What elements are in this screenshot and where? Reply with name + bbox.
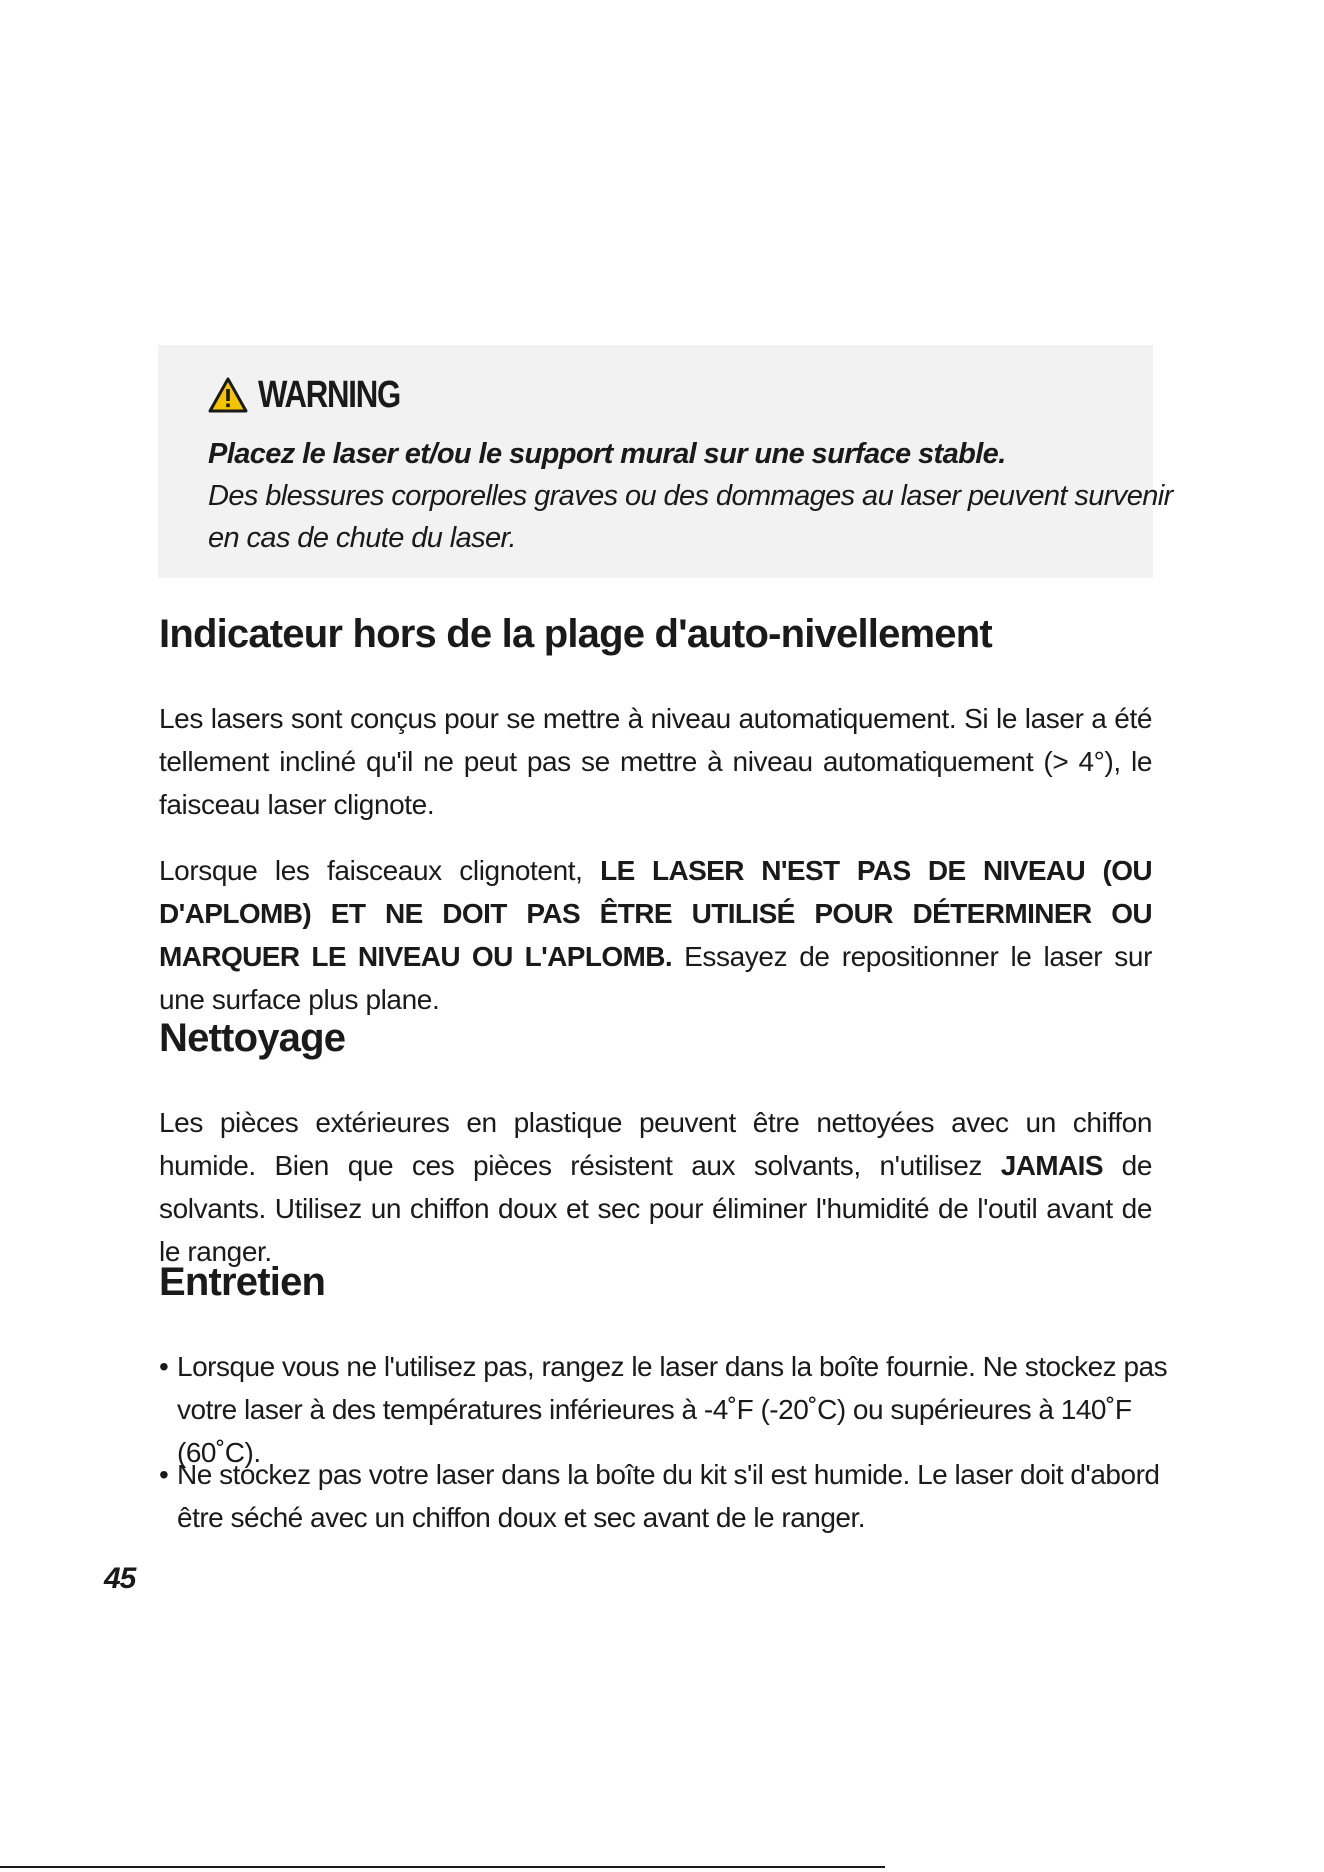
- heading-auto-leveling: Indicateur hors de la plage d'auto-nivellement: [159, 612, 992, 656]
- bullet-text: Ne stockez pas votre laser dans la boîte du kit s'il est humide. Le laser doit d'abord être séché avec un chiffon doux et sec avant de le ranger.: [177, 1459, 1160, 1533]
- bottom-rule: [0, 1866, 885, 1868]
- emphasis-never: JAMAIS: [1000, 1150, 1103, 1181]
- bullet-dot: •: [159, 1459, 169, 1490]
- bullet-text: Lorsque vous ne l'utilisez pas, rangez le laser dans la boîte fournie. Ne stockez pas votre laser à des températures inférieures à -4˚F (-20˚C) ou supérieures à 140˚F (60˚C).: [177, 1351, 1168, 1468]
- auto-leveling-paragraph-1: Les lasers sont conçus pour se mettre à niveau automatiquement. Si le laser a été tellement incliné qu'il ne peut pas se mettre à niveau automatiquement (> 4°), le faisceau laser clignote.: [159, 703, 1152, 820]
- warning-text-line-1: Des blessures corporelles graves ou des dommages au laser peuvent survenir: [208, 480, 1173, 512]
- paragraph-text: Lorsque les faisceaux clignotent,: [159, 855, 601, 886]
- warning-headline: Placez le laser et/ou le support mural sur une surface stable.: [208, 438, 1006, 470]
- heading-cleaning: Nettoyage: [159, 1016, 346, 1060]
- warning-title: WARNING: [258, 373, 400, 416]
- warning-header: [208, 369, 1103, 421]
- heading-maintenance: Entretien: [159, 1260, 326, 1304]
- emphasis-warning-text: LE LASER N'EST PAS DE NIVEAU (OU D'APLOMB) ET NE DOIT PAS ÊTRE UTILISÉ POUR DÉTERMINER OU MARQUER LE NIVEAU OU L'APLOMB.: [159, 855, 1152, 972]
- warning-triangle-icon: [208, 376, 248, 414]
- warning-text-line-2: en cas de chute du laser.: [208, 522, 516, 554]
- paragraph-text: Essayez de repositionner le laser sur une surface plus plane.: [159, 941, 1153, 1015]
- warning-box: [158, 345, 1173, 578]
- cleaning-paragraph: [159, 1101, 1152, 1273]
- paragraph-text: de solvants. Utilisez un chiffon doux et sec pour éliminer l'humidité de l'outil avant de le ranger.: [159, 1150, 1152, 1267]
- bullet-dot: •: [159, 1351, 169, 1382]
- paragraph-text: Les pièces extérieures en plastique peuvent être nettoyées avec un chiffon humide. Bien que ces pièces résistent aux solvants, n'utilisez: [159, 1107, 1152, 1181]
- page-number: 45: [104, 1562, 136, 1595]
- auto-leveling-paragraph-2: [159, 849, 1152, 1021]
- maintenance-bullet-2: [159, 1453, 1169, 1539]
